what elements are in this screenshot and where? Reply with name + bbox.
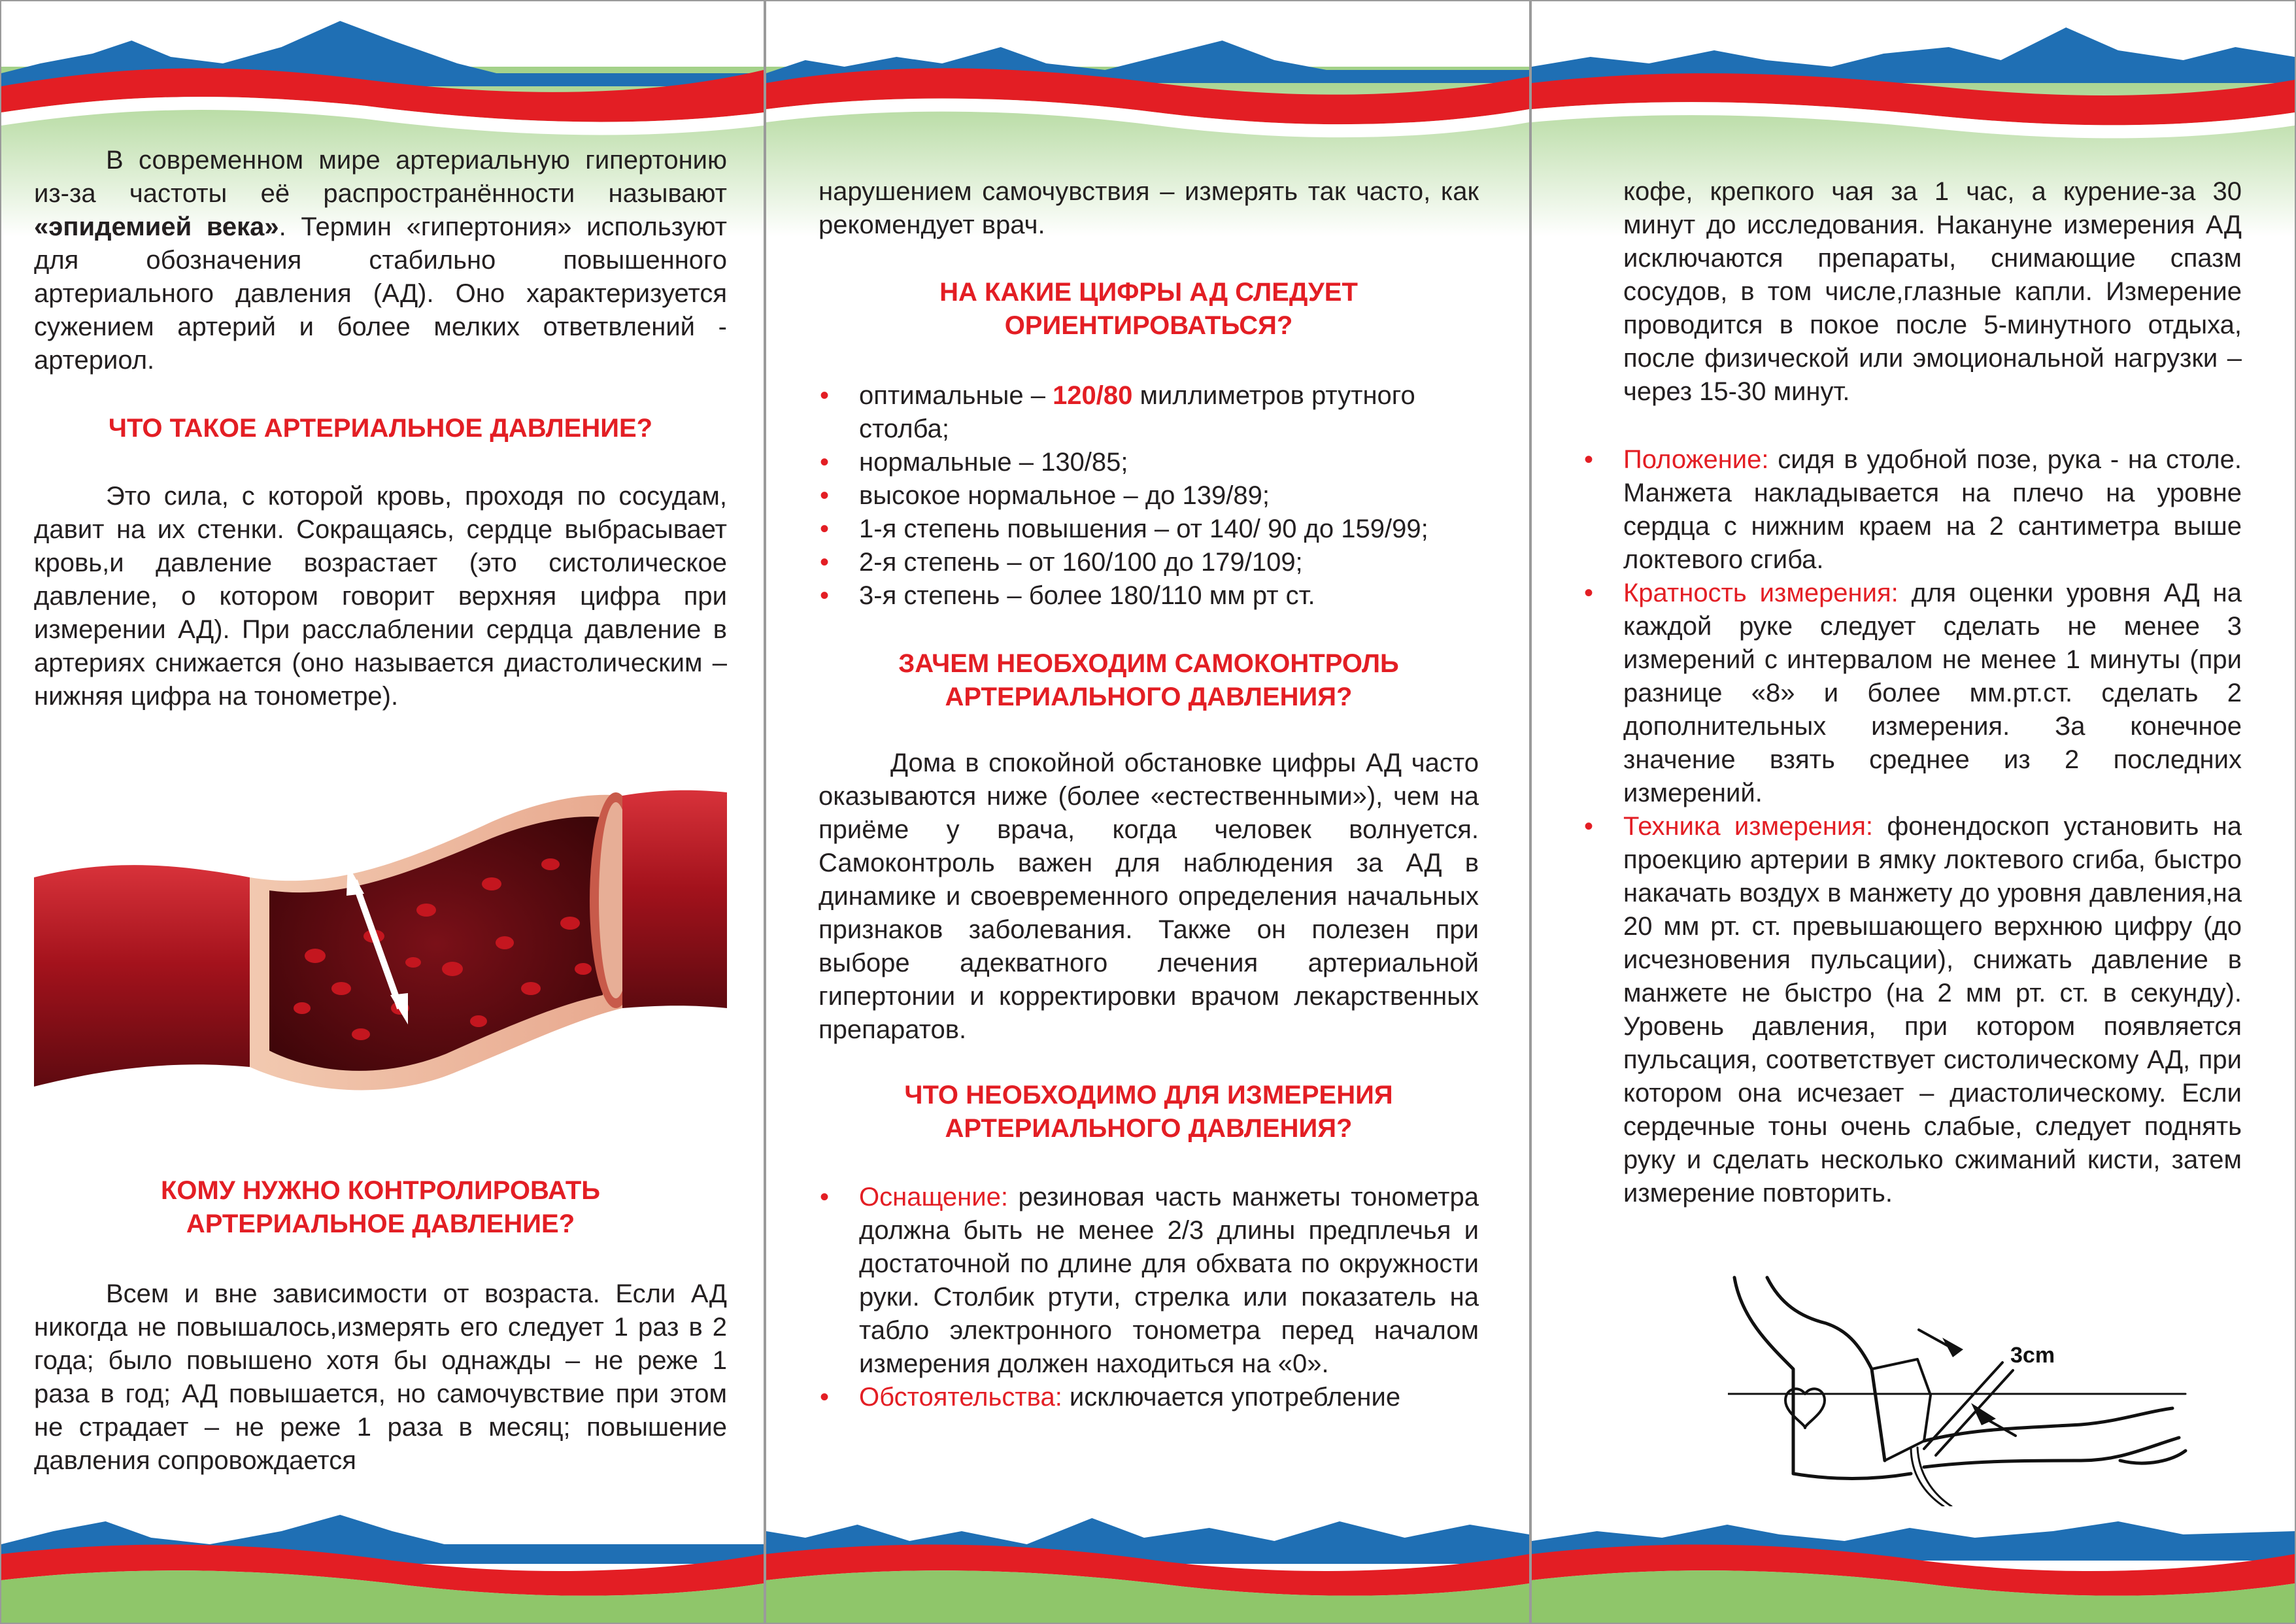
list-item: • 1-я степень повышения – от 140/ 90 до 159/99; — [819, 513, 1479, 546]
list-item: • Кратность измерения: для оценки уровня АД на каждой руке следует сделать не менее 3 измерений с интервалом не менее 1 минуты (при разнице «8» и более мм.рт.ст. сделать 2 дополнительных измерения. За конечное значение взять среднее из 2 последних измерений. — [1583, 577, 2242, 810]
heading-why-self-monitoring: ЗАЧЕМ НЕОБХОДИМ САМОКОНТРОЛЬ АРТЕРИАЛЬНОГО ДАВЛЕНИЯ? — [898, 649, 1399, 711]
bp-levels-list — [819, 379, 1479, 613]
intro-paragraph: В современном мире артериальную гипертонию из-за частоты её распространённости называют «эпидемией века». Термин «гипертония» используют для обозначения стабильно повышенного артериального давления (АД). Оно характеризуется сужением артерий и более мелких ответвлений - артериол. — [34, 146, 727, 375]
artery-illustration — [34, 760, 727, 1126]
who-should-monitor-paragraph: Всем и вне зависимости от возраста. Если АД никогда не повышалось,измерять его следует 1 раз в 2 года; было повышено хотя бы однажды – не реже 1 раза в год; АД повышается, но самочувствие при этом не страдает – не реже 1 раза в месяц; повышение давления сопровождается — [34, 1279, 727, 1475]
list-item: • высокое нормальное – до 139/89; — [819, 479, 1479, 513]
list-item: • Положение: сидя в удобной позе, рука - на столе. Манжета накладывается на плечо на уровне сердца с нижним краем на 2 сантиметра выше локтевого сгиба. — [1583, 443, 2242, 577]
panel-middle — [765, 0, 1530, 1624]
measurement-procedure-list — [1583, 443, 2242, 1210]
continued-paragraph: нарушением самочувствия – измерять так часто, как рекомендует врач. — [819, 177, 1479, 239]
panel-right — [1530, 0, 2296, 1624]
self-monitoring-paragraph: Дома в спокойной обстановке цифры АД часто оказываются ниже (более «естественными»), чем на приёме у врача, когда человек волнуется. Самоконтроль важен для наблюдения за АД в динамике и своевременного определения начальных признаков заболевания. Также он полезен при выборе адекватного лечения артериальной гипертонии и корректировки врачом лекарственных препаратов. — [819, 749, 1479, 1044]
list-item: • Обстоятельства: исключается употребление — [819, 1381, 1479, 1414]
heading-who-should-monitor: КОМУ НУЖНО КОНТРОЛИРОВАТЬ АРТЕРИАЛЬНОЕ ДАВЛЕНИЕ? — [160, 1176, 601, 1238]
panel-left — [0, 0, 765, 1624]
list-item: • Оснащение: резиновая часть манжеты тонометра должна быть не менее 2/3 длины предплечья и достаточной по длине для обхвата по окружности руки. Столбик ртути, стрелка или показатель на табло электронного тонометра перед началом измерения должен находиться на «0». — [819, 1181, 1479, 1381]
measurement-requirements-list — [819, 1181, 1479, 1414]
list-item: • нормальные – 130/85; — [819, 446, 1479, 479]
list-item: • Техника измерения: фонендоскоп установить на проекцию артерии в ямку локтевого сгиба, быстро накачать воздух в манжету до уровня давления,на 20 мм рт. ст. превышающего верхнюю цифру (до исчезновения пульсации), снижать давление в манжете не быстро (на 2 мм рт. ст. в секунду). Уровень давления, при котором появляется пульсация, соответствует систолическому АД, при котором она исчезает – диастолическому. Если сердечные тоны очень слабые, следует поднять руку и сделать несколько сжиманий кисти, затем измерение повторить. — [1583, 810, 2242, 1210]
diagram-label-3cm: 3cm — [2010, 1343, 2055, 1368]
bp-definition-paragraph: Это сила, с которой кровь, проходя по сосудам, давит на их стенки. Сокращаясь, сердце выбрасывает кровь,и давление возрастает (это систолическое давление, о котором говорит верхняя цифра при измерении АД). При расслаблении сердца давление в артериях снижается (оно называется диастолическим – нижняя цифра на тонометре). — [34, 482, 727, 711]
heading-what-is-bp: ЧТО ТАКОЕ АРТЕРИАЛЬНОЕ ДАВЛЕНИЕ? — [108, 414, 653, 443]
cuff-placement-diagram — [1728, 1264, 2199, 1506]
heading-bp-targets: НА КАКИЕ ЦИФРЫ АД СЛЕДУЕТ ОРИЕНТИРОВАТЬСЯ? — [939, 278, 1358, 340]
list-item: • 3-я степень – более 180/110 мм рт ст. — [819, 579, 1479, 613]
list-item: • 2-я степень – от 160/100 до 179/109; — [819, 546, 1479, 579]
continued-paragraph: кофе, крепкого чая за 1 час, а курение-за 30 минут до исследования. Накануне измерения АД исключаются препараты, снимающие спазм сосудов, в том числе,глазные капли. Измерение проводится в покое после 5-минутного отдыха, после физической или эмоциональной нагрузки – через 15-30 минут. — [1623, 177, 2242, 406]
list-item: • оптимальные – 120/80 миллиметров ртутного столба; — [819, 379, 1479, 446]
heading-measurement-requirements: ЧТО НЕОБХОДИМО ДЛЯ ИЗМЕРЕНИЯ АРТЕРИАЛЬНОГО ДАВЛЕНИЯ? — [904, 1081, 1393, 1143]
